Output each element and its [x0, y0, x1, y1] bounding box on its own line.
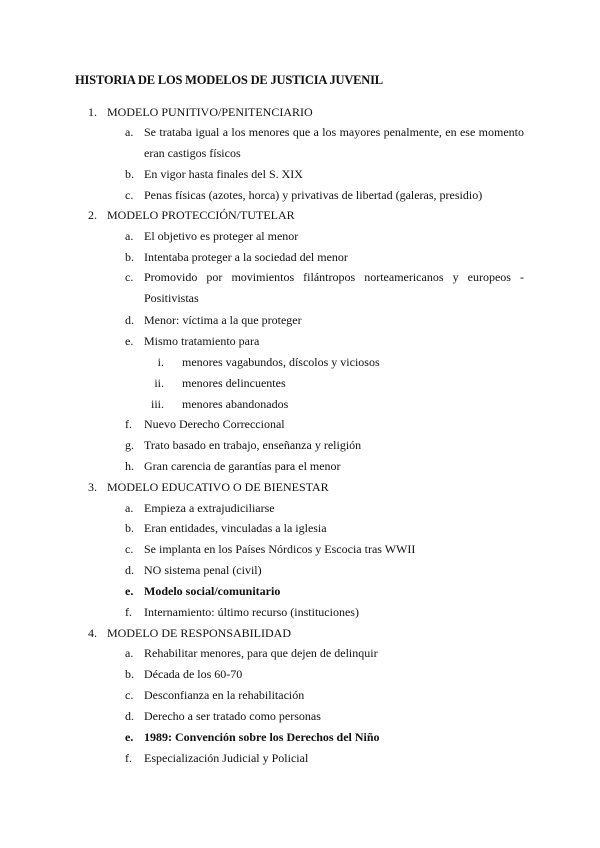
- item-text: Intentaba proteger a la sociedad del menor: [144, 250, 348, 264]
- list-item: [125, 334, 259, 348]
- item-letter: e.: [125, 334, 134, 348]
- list-item: [125, 521, 327, 535]
- list-item: [125, 267, 524, 309]
- item-letter: f.: [125, 417, 132, 431]
- sub-list-item: [148, 397, 288, 411]
- section-number: 2.: [88, 208, 97, 222]
- item-text: Internamiento: último recurso (instituciones): [144, 605, 359, 619]
- item-letter: b.: [125, 521, 134, 535]
- item-letter: f.: [125, 751, 132, 765]
- list-item: [125, 542, 415, 556]
- list-item: [125, 250, 348, 264]
- item-text: Gran carencia de garantías para el menor: [144, 459, 341, 473]
- item-text: Eran entidades, vinculadas a la iglesia: [144, 521, 327, 535]
- item-letter: f.: [125, 605, 132, 619]
- section-heading-text: MODELO EDUCATIVO O DE BIENESTAR: [107, 480, 329, 494]
- item-text: Nuevo Derecho Correccional: [144, 417, 285, 431]
- item-numeral: ii.: [154, 376, 164, 390]
- item-text: 1989: Convención sobre los Derechos del Niño: [144, 730, 380, 744]
- section-1-heading: [88, 105, 313, 119]
- list-item: [125, 459, 341, 473]
- item-letter: a.: [125, 229, 134, 243]
- item-text: Derecho a ser tratado como personas: [144, 709, 321, 723]
- section-3-heading: [88, 480, 329, 494]
- item-text: Mismo tratamiento para: [144, 334, 260, 348]
- item-numeral: i.: [157, 355, 164, 369]
- list-item: [125, 501, 275, 515]
- list-item: [125, 313, 302, 327]
- item-text: Desconfianza en la rehabilitación: [144, 688, 305, 702]
- item-letter: c.: [125, 188, 134, 202]
- section-heading-text: MODELO DE RESPONSABILIDAD: [107, 626, 292, 640]
- item-letter: e.: [125, 584, 134, 598]
- item-letter: d.: [125, 313, 134, 327]
- list-item: [125, 709, 321, 723]
- item-numeral: iii.: [150, 397, 164, 411]
- document-title: HISTORIA DE LOS MODELOS DE JUSTICIA JUVENIL: [75, 73, 383, 87]
- item-letter: b.: [125, 250, 134, 264]
- item-text: Se trataba igual a los menores que a los mayores penalmente, en ese momento eran castigos físicos: [144, 125, 524, 160]
- list-item: [125, 188, 482, 202]
- item-text: Se implanta en los Países Nórdicos y Escocia tras WWII: [144, 542, 416, 556]
- list-item: [125, 605, 359, 619]
- item-text: menores vagabundos, díscolos y viciosos: [182, 355, 380, 369]
- sub-list-item: [148, 355, 380, 369]
- section-heading-text: MODELO PUNITIVO/PENITENCIARIO: [107, 105, 313, 119]
- list-item: [125, 751, 308, 765]
- item-text: menores abandonados: [182, 397, 289, 411]
- list-item: [125, 646, 378, 660]
- item-letter: b.: [125, 167, 134, 181]
- section-4-heading: [88, 626, 291, 640]
- item-text: El objetivo es proteger al menor: [144, 229, 299, 243]
- item-letter: a.: [125, 646, 134, 660]
- section-heading-text: MODELO PROTECCIÓN/TUTELAR: [107, 208, 295, 222]
- item-text: Penas físicas (azotes, horca) y privativas de libertad (galeras, presidio): [144, 188, 483, 202]
- list-item: [125, 229, 298, 243]
- item-text: Menor: víctima a la que proteger: [144, 313, 302, 327]
- list-item: [125, 122, 524, 164]
- item-text: En vigor hasta finales del S. XIX: [144, 167, 303, 181]
- item-letter: a.: [125, 501, 134, 515]
- item-letter: b.: [125, 667, 134, 681]
- item-text: Promovido por movimientos filántropos norteamericanos y europeos - Positivistas: [144, 270, 524, 305]
- item-text: Trato basado en trabajo, enseñanza y religión: [144, 438, 362, 452]
- item-text: menores delincuentes: [182, 376, 286, 390]
- item-text: Década de los 60-70: [144, 667, 243, 681]
- list-item: [125, 584, 280, 598]
- item-letter: d.: [125, 563, 134, 577]
- list-item: [125, 688, 304, 702]
- item-text: Especialización Judicial y Policial: [144, 751, 309, 765]
- item-letter: d.: [125, 709, 134, 723]
- list-item: [125, 667, 242, 681]
- item-text: NO sistema penal (civil): [144, 563, 262, 577]
- section-2-heading: [88, 208, 295, 222]
- list-item: [125, 167, 303, 181]
- item-letter: c.: [125, 542, 134, 556]
- item-letter: h.: [125, 459, 134, 473]
- section-number: 1.: [88, 105, 97, 119]
- item-text: Modelo social/comunitario: [144, 584, 281, 598]
- list-item: [125, 417, 285, 431]
- item-text: Rehabilitar menores, para que dejen de delinquir: [144, 646, 378, 660]
- section-number: 3.: [88, 480, 97, 494]
- list-item: [125, 563, 262, 577]
- item-letter: e.: [125, 730, 134, 744]
- item-letter: c.: [125, 270, 134, 284]
- item-letter: a.: [125, 125, 134, 139]
- item-letter: c.: [125, 688, 134, 702]
- list-item: [125, 730, 380, 744]
- item-text: Empieza a extrajudiciliarse: [144, 501, 275, 515]
- list-item: [125, 438, 361, 452]
- item-letter: g.: [125, 438, 134, 452]
- sub-list-item: [148, 376, 286, 390]
- section-number: 4.: [88, 626, 97, 640]
